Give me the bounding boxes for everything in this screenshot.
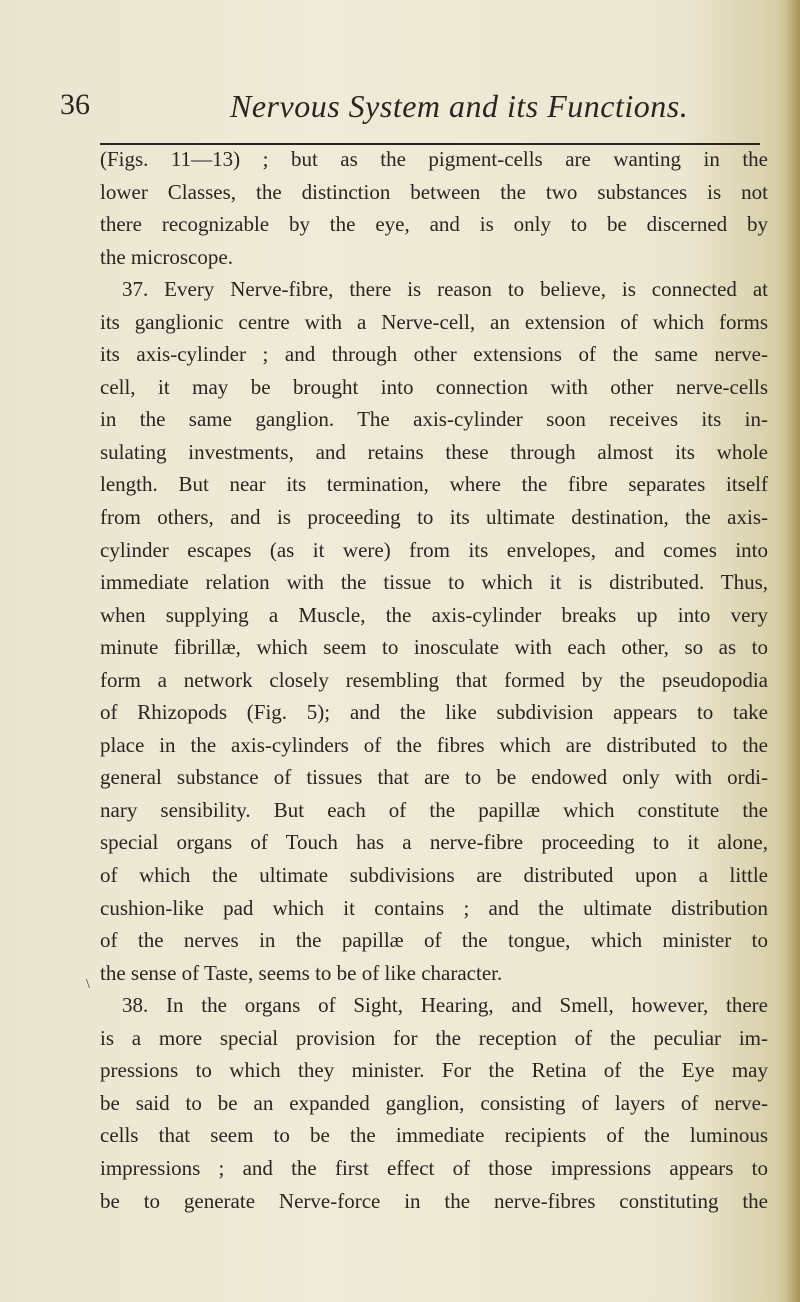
text-line: immediate relation with the tissue to which it is distributed. Thus, — [100, 570, 768, 595]
text-line: cell, it may be brought into connection with other nerve-cells — [100, 374, 768, 399]
text-line: its axis-cylinder ; and through other extensions of the same nerve- — [100, 342, 768, 367]
text-line: cells that seem to be the immediate recipients of the luminous — [100, 1123, 768, 1148]
text-line: be to generate Nerve-force in the nerve-fibres constituting the — [100, 1188, 768, 1213]
text-line: when supplying a Muscle, the axis-cylinder breaks up into very — [100, 602, 768, 627]
text-line: the sense of Taste, seems to be of like character. — [100, 960, 503, 985]
text-line: its ganglionic centre with a Nerve-cell, an extension of which forms — [100, 309, 768, 334]
text-line: pressions to which they minister. For the Retina of the Eye may — [100, 1058, 768, 1083]
text-line: the microscope. — [100, 244, 233, 269]
text-line: nary sensibility. But each of the papillæ which constitute the — [100, 797, 768, 822]
text-line: place in the axis-cylinders of the fibres which are distributed to the — [100, 732, 768, 757]
text-line: in the same ganglion. The axis-cylinder soon receives its in- — [100, 407, 768, 432]
text-line: of Rhizopods (Fig. 5); and the like subdivision appears to take — [100, 700, 768, 725]
text-line: sulating investments, and retains these through almost its whole — [100, 439, 768, 464]
text-line: (Figs. 11—13) ; but as the pigment-cells are wanting in the — [100, 147, 768, 171]
text-line: of which the ultimate subdivisions are distributed upon a little — [100, 863, 768, 888]
text-line: cylinder escapes (as it were) from its envelopes, and comes into — [100, 537, 768, 562]
margin-mark: \ — [86, 977, 90, 992]
paragraph-38-start: 38. In the organs of Sight, Hearing, and Smell, however, there — [122, 993, 768, 1018]
text-line: impressions ; and the first effect of those impressions appears to — [100, 1155, 768, 1180]
page-header — [60, 88, 760, 136]
text-line: is a more special provision for the reception of the peculiar im- — [100, 1025, 768, 1050]
body-text — [100, 143, 768, 1217]
text-line: general substance of tissues that are to be endowed only with ordi- — [100, 765, 768, 790]
text-line: special organs of Touch has a nerve-fibre proceeding to it alone, — [100, 830, 768, 855]
text-line: there recognizable by the eye, and is only to be discerned by — [100, 212, 768, 237]
page-edge-shadow — [786, 0, 800, 1302]
text-line: lower Classes, the distinction between the two substances is not — [100, 179, 768, 204]
text-line: be said to be an expanded ganglion, consisting of layers of nerve- — [100, 1090, 768, 1115]
running-title: Nervous System and its Functions. — [230, 88, 689, 124]
paragraph-37-start: 37. Every Nerve-fibre, there is reason to believe, is connected at — [122, 277, 768, 302]
text-line: form a network closely resembling that formed by the pseudopodia — [100, 667, 768, 692]
text-line: minute fibrillæ, which seem to inosculate with each other, so as to — [100, 635, 768, 660]
text-line: from others, and is proceeding to its ultimate destination, the axis- — [100, 505, 768, 530]
text-line: of the nerves in the papillæ of the tongue, which minister to — [100, 928, 768, 953]
text-line: cushion-like pad which it contains ; and the ultimate distribution — [100, 895, 768, 920]
text-line: length. But near its termination, where the fibre separates itself — [100, 472, 768, 497]
page-number: 36 — [60, 88, 90, 121]
